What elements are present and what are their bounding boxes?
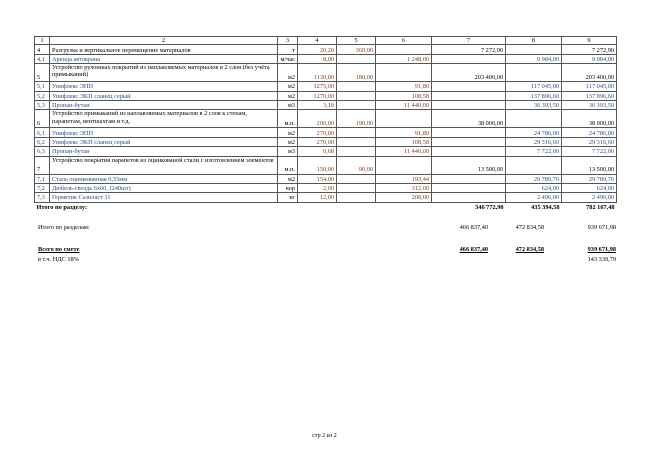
cell-number: 7,3 bbox=[35, 193, 50, 202]
cell-c5 bbox=[337, 128, 376, 137]
cell-c6: 11 440,00 bbox=[376, 100, 432, 109]
cell-name: Герметик Сазиласт 11 bbox=[50, 193, 278, 202]
cell-c9: 137 896,60 bbox=[562, 91, 617, 100]
cell-c4: 200,00 bbox=[298, 110, 337, 128]
cell-c7 bbox=[432, 128, 506, 137]
cell-c8: 9 984,00 bbox=[506, 54, 562, 63]
cell-name: Унифлекс ЭПП bbox=[50, 82, 278, 91]
section-total-value: 435 394,58 bbox=[531, 204, 560, 212]
cell-c9: 13 500,00 bbox=[562, 156, 617, 174]
cell-c6: 91,80 bbox=[376, 128, 432, 137]
cell-c6: 208,00 bbox=[376, 193, 432, 202]
material-row bbox=[35, 54, 617, 63]
cell-name: Унифлекс ЭКП сланец серый bbox=[50, 137, 278, 146]
cell-c4: 12,00 bbox=[298, 193, 337, 202]
cell-c8: 29 789,76 bbox=[506, 174, 562, 183]
cell-c5 bbox=[337, 91, 376, 100]
material-row bbox=[35, 100, 617, 109]
cell-c9: 9 984,00 bbox=[562, 54, 617, 63]
material-row bbox=[35, 174, 617, 183]
work-row bbox=[35, 110, 617, 128]
cell-unit: кг bbox=[278, 193, 298, 202]
cell-number: 7 bbox=[35, 156, 50, 174]
cell-unit: м2 bbox=[278, 128, 298, 137]
material-row bbox=[35, 183, 617, 192]
section-total-value: 782 167,48 bbox=[586, 204, 615, 212]
cell-c9: 7 722,00 bbox=[562, 147, 617, 156]
cell-c7 bbox=[432, 82, 506, 91]
cell-c9: 2 496,00 bbox=[562, 193, 617, 202]
cell-c4: 270,00 bbox=[298, 137, 337, 146]
cell-name: Унифлекс ЭПП bbox=[50, 128, 278, 137]
vat-value: 143 339,79 bbox=[587, 256, 616, 263]
cell-number: 6 bbox=[35, 110, 50, 128]
cell-number: 5,1 bbox=[35, 82, 50, 91]
cell-name: Устройство примыканий из наплавляемых материалов в 2 слоя к стенам, парапетам, вентшахтам и т.д. bbox=[50, 110, 278, 128]
column-number: 2 bbox=[50, 37, 278, 45]
material-row bbox=[35, 147, 617, 156]
cell-c6 bbox=[376, 64, 432, 82]
cell-c8: 137 896,60 bbox=[506, 91, 562, 100]
cell-c9: 7 272,90 bbox=[562, 45, 617, 54]
work-row bbox=[35, 45, 617, 54]
cell-c8: 624,00 bbox=[506, 183, 562, 192]
cell-c5 bbox=[337, 193, 376, 202]
cell-c5: 360,00 bbox=[337, 45, 376, 54]
cell-c4: 270,00 bbox=[298, 128, 337, 137]
cell-c6 bbox=[376, 156, 432, 174]
cell-c9: 38 000,00 bbox=[562, 110, 617, 128]
cell-unit: м/час bbox=[278, 54, 298, 63]
cell-unit: м2 bbox=[278, 137, 298, 146]
cell-c7 bbox=[432, 137, 506, 146]
cell-c8: 2 496,00 bbox=[506, 193, 562, 202]
cell-c8 bbox=[506, 64, 562, 82]
cell-c9: 624,00 bbox=[562, 183, 617, 192]
cell-number: 7,2 bbox=[35, 183, 50, 192]
cell-name: Пропан-бутан bbox=[50, 100, 278, 109]
section-total-value: 346 772,90 bbox=[475, 204, 504, 212]
column-number: 1 bbox=[35, 37, 50, 45]
cell-c5 bbox=[337, 54, 376, 63]
cell-number: 5,3 bbox=[35, 100, 50, 109]
cell-c8 bbox=[506, 110, 562, 128]
vat-label: в т.ч. НДС 18% bbox=[38, 256, 79, 263]
sections-total-materials: 472 834,58 bbox=[515, 224, 544, 231]
cell-c4: 154,00 bbox=[298, 174, 337, 183]
estimate-total-materials: 472 834,58 bbox=[515, 246, 544, 253]
cell-c4: 1270,00 bbox=[298, 91, 337, 100]
cell-name: Устройство покрытия парапетов из оцинкованой стали с изготовлением элементов bbox=[50, 156, 278, 174]
cell-c5: 180,00 bbox=[337, 64, 376, 82]
cell-c4: 150,00 bbox=[298, 156, 337, 174]
sections-total-labor: 466 837,40 bbox=[459, 224, 488, 231]
cell-c5: 190,00 bbox=[337, 110, 376, 128]
work-row bbox=[35, 156, 617, 174]
column-number-row bbox=[35, 37, 617, 45]
material-row bbox=[35, 128, 617, 137]
estimate-total-label: Всего по смете bbox=[38, 246, 80, 253]
cell-c5 bbox=[337, 183, 376, 192]
material-row bbox=[35, 82, 617, 91]
cell-unit: м3 bbox=[278, 100, 298, 109]
cell-c6 bbox=[376, 110, 432, 128]
cell-c4: 8,00 bbox=[298, 54, 337, 63]
cell-unit: м2 bbox=[278, 64, 298, 82]
cell-c6: 11 440,00 bbox=[376, 147, 432, 156]
column-number: 9 bbox=[562, 37, 617, 45]
sections-total-label: Итого по разделам: bbox=[38, 224, 90, 231]
cell-c5 bbox=[337, 82, 376, 91]
estimate-total-sum: 939 671,98 bbox=[587, 246, 616, 253]
cell-c7 bbox=[432, 174, 506, 183]
cell-c9: 29 316,60 bbox=[562, 137, 617, 146]
cell-c4: 1130,00 bbox=[298, 64, 337, 82]
cell-c6: 108,58 bbox=[376, 91, 432, 100]
cell-c8: 7 722,00 bbox=[506, 147, 562, 156]
cell-c5 bbox=[337, 174, 376, 183]
cell-c7: 7 272,90 bbox=[432, 45, 506, 54]
cell-name: Унифлекс ЭКП сланец серый bbox=[50, 91, 278, 100]
cell-name: Аренда автокрана bbox=[50, 54, 278, 63]
cell-c9: 29 789,76 bbox=[562, 174, 617, 183]
cell-c5 bbox=[337, 147, 376, 156]
cell-c7 bbox=[432, 54, 506, 63]
cell-c7 bbox=[432, 183, 506, 192]
cell-c4: 3,18 bbox=[298, 100, 337, 109]
cell-c5 bbox=[337, 137, 376, 146]
cell-unit: м2 bbox=[278, 174, 298, 183]
cell-c9: 203 400,00 bbox=[562, 64, 617, 82]
column-number: 7 bbox=[432, 37, 506, 45]
cell-number: 4,1 bbox=[35, 54, 50, 63]
cell-c8: 29 316,60 bbox=[506, 137, 562, 146]
column-number: 3 bbox=[278, 37, 298, 45]
cell-c4: 20,20 bbox=[298, 45, 337, 54]
cell-name: Пропан-бутан bbox=[50, 147, 278, 156]
work-row bbox=[35, 64, 617, 82]
section-total-row bbox=[35, 202, 617, 212]
cell-c6: 108,58 bbox=[376, 137, 432, 146]
cell-unit: т bbox=[278, 45, 298, 54]
cell-c6: 193,44 bbox=[376, 174, 432, 183]
cell-c7: 38 000,00 bbox=[432, 110, 506, 128]
cell-number: 6,1 bbox=[35, 128, 50, 137]
cell-c9: 24 786,00 bbox=[562, 128, 617, 137]
cell-unit: м2 bbox=[278, 82, 298, 91]
cell-unit: м2 bbox=[278, 91, 298, 100]
cell-c7 bbox=[432, 147, 506, 156]
cell-name: Дюбель-гвоздь 6х60, (240шт) bbox=[50, 183, 278, 192]
cell-c8 bbox=[506, 156, 562, 174]
cell-name: Сталь оцинкованная 0,55мм bbox=[50, 174, 278, 183]
cell-c6: 1 248,00 bbox=[376, 54, 432, 63]
cell-c7: 13 500,00 bbox=[432, 156, 506, 174]
cell-unit: кор bbox=[278, 183, 298, 192]
cell-number: 7,1 bbox=[35, 174, 50, 183]
cell-name: Устройство рулонных покрытий из наплавляемых материалов в 2 слоя (без учёта примыканий) bbox=[50, 64, 278, 82]
column-number: 5 bbox=[337, 37, 376, 45]
cell-number: 4 bbox=[35, 45, 50, 54]
cell-c5 bbox=[337, 100, 376, 109]
cell-number: 5,2 bbox=[35, 91, 50, 100]
cell-c7: 203 400,00 bbox=[432, 64, 506, 82]
cell-c8: 117 045,00 bbox=[506, 82, 562, 91]
column-number: 8 bbox=[506, 37, 562, 45]
cell-c8: 24 786,00 bbox=[506, 128, 562, 137]
cell-c7 bbox=[432, 193, 506, 202]
material-row bbox=[35, 193, 617, 202]
estimate-total-labor: 466 837,40 bbox=[459, 246, 488, 253]
cell-c9: 117 045,00 bbox=[562, 82, 617, 91]
cell-c4: 0,68 bbox=[298, 147, 337, 156]
cell-c5: 90,00 bbox=[337, 156, 376, 174]
cell-c8 bbox=[506, 45, 562, 54]
page-number: стр 2 из 2 bbox=[312, 433, 337, 439]
cell-unit: м3 bbox=[278, 147, 298, 156]
cell-c8: 36 393,50 bbox=[506, 100, 562, 109]
cell-c7 bbox=[432, 91, 506, 100]
cell-c4: 1275,00 bbox=[298, 82, 337, 91]
column-number: 4 bbox=[298, 37, 337, 45]
cell-c6: 91,80 bbox=[376, 82, 432, 91]
cell-c9: 36 393,50 bbox=[562, 100, 617, 109]
column-number: 6 bbox=[376, 37, 432, 45]
material-row bbox=[35, 137, 617, 146]
cell-number: 5 bbox=[35, 64, 50, 82]
cell-c6 bbox=[376, 45, 432, 54]
material-row bbox=[35, 91, 617, 100]
cell-unit: м.п. bbox=[278, 110, 298, 128]
cell-unit: м.п. bbox=[278, 156, 298, 174]
section-total-label: Итого по разделу: bbox=[36, 204, 88, 212]
cell-name: Разгрузка и вертикальное перемещение материалов bbox=[50, 45, 278, 54]
cell-number: 6,3 bbox=[35, 147, 50, 156]
cell-c6: 312,00 bbox=[376, 183, 432, 192]
cell-c7 bbox=[432, 100, 506, 109]
estimate-table bbox=[34, 36, 617, 212]
cell-number: 6,2 bbox=[35, 137, 50, 146]
cell-c4: 2,00 bbox=[298, 183, 337, 192]
sections-total-sum: 939 671,98 bbox=[587, 224, 616, 231]
